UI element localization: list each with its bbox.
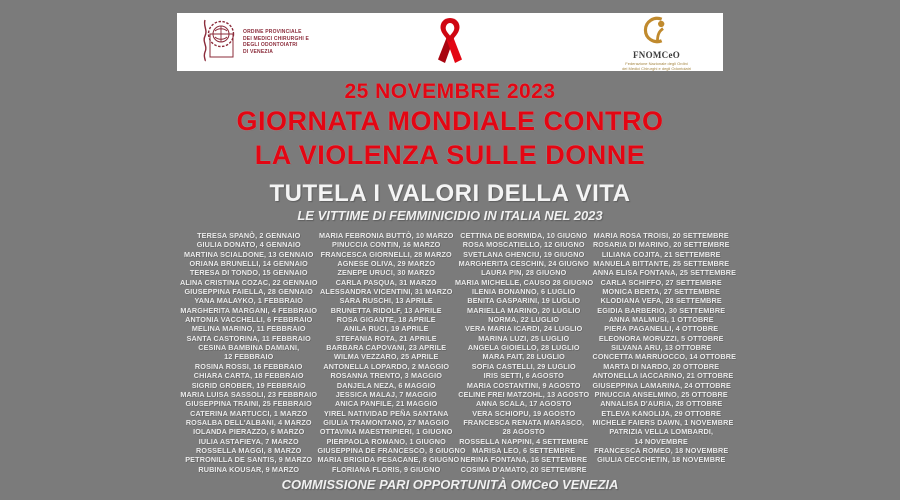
victim-entry: MARTA DI NARDO, 20 OTTOBRE xyxy=(603,361,720,371)
subtitle: LE VITTIME DI FEMMINICIDIO IN ITALIA NEL 2023 xyxy=(297,208,603,223)
victim-entry: ROSALBA DELL'ALBANI, 4 MARZO xyxy=(185,417,312,427)
victim-entry: GIUSEPPINA DE FRANCESCO, 8 GIUGNO xyxy=(317,445,466,455)
victim-entry: TERESA SPANÒ, 2 GENNAIO xyxy=(197,231,301,240)
victim-entry: ANTONIA VACCHELLI, 6 FEBBRAIO xyxy=(185,315,313,325)
omceo-logo-text-line: DEI MEDICI CHIRURGHI E xyxy=(243,35,310,42)
victim-entry: CARLA SCHIFFO, 27 SETTEMBRE xyxy=(600,277,722,287)
victim-entry: MARA FAIT, 28 LUGLIO xyxy=(482,352,565,362)
victim-entry: CARLA PASQUA, 31 MARZO xyxy=(335,277,437,287)
victim-entry: FRANCESCA ROMEO, 18 NOVEMBRE xyxy=(594,445,729,455)
victims-column-1 xyxy=(180,231,318,474)
victim-entry: FRANCESCA RENATA MARASCO, xyxy=(463,417,585,427)
victim-entry: ANICA PANFILE, 21 MAGGIO xyxy=(334,399,438,409)
victim-entry: CETTINA DE BORMIDA, 10 GIUGNO xyxy=(460,231,588,240)
victim-entry: MARIA ROSA TROISI, 20 SETTEMBRE xyxy=(593,231,729,240)
victim-entry: ALESSANDRA VICENTINI, 31 MARZO xyxy=(320,287,453,297)
victim-entry: MARTINA SCIALDONE, 13 GENNAIO xyxy=(183,249,314,259)
victim-entry: PINUCCIA CONTIN, 16 MARZO xyxy=(332,240,441,250)
victim-entry: ANNA ELISA FONTANA, 25 SETTEMBRE xyxy=(592,268,737,278)
victim-entry: IULIA ASTAFIEYA, 7 MARZO xyxy=(198,436,299,446)
victim-entry: ALINA CRISTINA COZAC, 22 GENNAIO xyxy=(180,277,318,287)
fnomceo-subtitle-line: dei Medici Chirurghi e degli Odontoiatri xyxy=(622,65,691,71)
victim-entry: JESSICA MALAJ, 7 MAGGIO xyxy=(335,389,437,399)
victim-entry: ANILA RUCI, 19 APRILE xyxy=(343,324,429,334)
title-date: 25 NOVEMBRE 2023 xyxy=(344,80,556,103)
victims-column-2 xyxy=(317,231,466,474)
victim-entry: OTTAVINA MAESTRIPIERI, 1 GIUGNO xyxy=(319,427,453,437)
fnomceo-subtitle-line: Federazione Nazionale degli Ordini xyxy=(625,60,688,66)
victim-entry: MARGHERITA CESCHIN, 24 GIUGNO xyxy=(458,259,589,269)
title-line2: LA VIOLENZA SULLE DONNE xyxy=(254,140,646,170)
victim-entry: AGNESE OLIVA, 29 MARZO xyxy=(337,259,436,269)
victim-entry: DANJELA NEZA, 6 MAGGIO xyxy=(336,380,436,390)
victim-entry: BRUNETTA RIDOLF, 13 APRILE xyxy=(330,305,442,315)
victim-entry: 28 AGOSTO xyxy=(502,427,545,437)
victim-entry: ORIANA BRUNELLI, 14 GENNAIO xyxy=(189,259,308,269)
victim-entry: YANA MALAYKO, 1 FEBBRAIO xyxy=(194,296,304,306)
victim-entry: PIERA PAGANELLI, 4 OTTOBRE xyxy=(604,324,719,334)
victim-entry: BENITA GASPARINI, 19 LUGLIO xyxy=(467,296,581,306)
victim-entry: KLODIANA VEFA, 28 SETTEMBRE xyxy=(600,296,722,306)
victim-entry: SARA RUSCHI, 13 APRILE xyxy=(339,296,433,306)
victim-entry: ELEONORA MORUZZI, 5 OTTOBRE xyxy=(598,333,724,343)
victim-entry: ETLEVA KANOLIJA, 29 OTTOBRE xyxy=(601,408,722,418)
fnomceo-title: FNOMCeO xyxy=(632,49,681,60)
victim-entry: PATRIZIA VELLA LOMBARDI, xyxy=(609,427,714,437)
victim-entry: ROSSELLA NAPPINI, 4 SETTEMBRE xyxy=(459,436,589,446)
fnomceo-subtitle xyxy=(622,61,691,71)
victim-entry: ANNA SCALA, 17 AGOSTO xyxy=(476,399,572,409)
victim-entry: MARIA FEBRONIA BUTTÒ, 10 MARZO xyxy=(318,231,454,240)
victim-entry: BARBARA CAPOVANI, 23 APRILE xyxy=(326,343,447,353)
victim-entry: TERESA DI TONDO, 15 GENNAIO xyxy=(189,268,308,278)
victim-entry: GIULIA CECCHETIN, 18 NOVEMBRE xyxy=(597,455,726,465)
victim-entry: SANTA CASTORINA, 11 FEBBRAIO xyxy=(186,333,311,343)
victim-entry: ROSA GIGANTE, 18 APRILE xyxy=(336,315,436,325)
victim-entry: GIUSEPPINA TRAINI, 25 FEBBRAIO xyxy=(185,399,312,409)
red-awareness-ribbon-icon xyxy=(437,17,463,72)
omceo-venezia-logo xyxy=(197,17,309,68)
fnomceo-logo-icon xyxy=(643,16,671,49)
victim-entry: ANTONELLA IACCARINO, 21 OTTOBRE xyxy=(592,371,734,381)
title-line1: GIORNATA MONDIALE CONTRO xyxy=(236,106,664,136)
victim-entry: CESINA BAMBINA DAMIANI, xyxy=(198,343,300,353)
footer-text: COMMISSIONE PARI OPPORTUNITÀ OMCeO VENEZIA xyxy=(281,477,619,492)
victim-entry: PETRONILLA DE SANTIS, 9 MARZO xyxy=(185,455,313,465)
omceo-logo-text-line: ORDINE PROVINCIALE xyxy=(243,29,302,35)
victim-entry: ROSANNA TRENTO, 3 MAGGIO xyxy=(330,371,442,381)
victim-entry: CONCETTA MARRUOCCO, 14 OTTOBRE xyxy=(592,352,737,362)
victim-entry: SILVANA ARU, 13 OTTOBRE xyxy=(611,343,712,353)
victim-entry: ROSINA ROSSI, 16 FEBBRAIO xyxy=(194,361,303,371)
victim-entry: MARIELLA MARINO, 20 LUGLIO xyxy=(467,305,581,315)
victim-entry: IOLANDA PIERAZZO, 6 MARZO xyxy=(193,427,305,437)
victim-entry: 12 FEBBRAIO xyxy=(224,352,274,362)
victim-entry: MARINA LUZI, 25 LUGLIO xyxy=(478,333,570,343)
omceo-crest-icon xyxy=(197,17,237,68)
victim-entry: MARIA COSTANTINI, 9 AGOSTO xyxy=(466,380,581,390)
victim-entry: GIUSEPPINA LAMARINA, 24 OTTOBRE xyxy=(592,380,732,390)
victim-entry: MARGHERITA MARGANI, 4 FEBBRAIO xyxy=(180,305,318,315)
victim-entry: LILIANA COJITA, 21 SETTEMBRE xyxy=(601,249,721,259)
slogan: TUTELA I VALORI DELLA VITA xyxy=(269,180,631,207)
victims-column-4 xyxy=(592,231,737,474)
victims-list xyxy=(180,231,737,474)
victim-entry: ROSA MOSCATIELLO, 12 GIUGNO xyxy=(462,240,585,250)
victim-entry: MICHELE FAIERS DAWN, 1 NOVEMBRE xyxy=(592,417,734,427)
victim-entry: VERA SCHIOPU, 19 AGOSTO xyxy=(472,408,576,418)
victim-entry: MARIA MICHELLE, CAUSO 28 GIUGNO xyxy=(455,277,594,287)
victim-entry: MELINA MARINO, 11 FEBBRAIO xyxy=(191,324,306,334)
victim-entry: GIULIA TRAMONTANO, 27 MAGGIO xyxy=(323,417,450,427)
victim-entry: ANNA MALMUSI, 1 OTTOBRE xyxy=(608,315,714,325)
victim-entry: LAURA PIN, 28 GIUGNO xyxy=(481,268,567,278)
victim-entry: ZENEPE URUCI, 30 MARZO xyxy=(337,268,435,278)
victim-entry: PINUCCIA ANSELMINO, 25 OTTOBRE xyxy=(594,389,728,399)
victim-entry: ANTONELLA LOPARDO, 2 MAGGIO xyxy=(323,361,450,371)
victim-entry: SIGRID GROBER, 19 FEBBRAIO xyxy=(191,380,306,390)
victim-entry: FRANCESCA GIORNELLI, 28 MARZO xyxy=(320,249,452,259)
victim-entry: CHIARA CARTA, 18 FEBBRAIO xyxy=(193,371,304,381)
victim-entry: CELINE FREI MATZOHL, 13 AGOSTO xyxy=(458,389,590,399)
victim-entry: MONICA BERTA, 27 SETTEMBRE xyxy=(602,287,721,297)
victims-column-3 xyxy=(455,231,593,474)
victim-entry: VERA MARIA ICARDI, 24 LUGLIO xyxy=(465,324,583,334)
victim-entry: ANNALISA D'AURIA, 28 OTTOBRE xyxy=(600,399,723,409)
victim-entry: IRIS SETTI, 6 AGOSTO xyxy=(483,371,564,381)
omceo-logo-text-line: DEGLI ODONTOIATRI xyxy=(243,42,298,48)
victim-entry: PIERPAOLA ROMANO, 1 GIUGNO xyxy=(326,436,446,446)
victim-entry: MARISA LEO, 6 SETTEMBRE xyxy=(472,445,576,455)
victim-entry: ILENIA BONANNO, 6 LUGLIO xyxy=(472,287,576,297)
victim-entry: MANUELA BITTANTE, 25 SETTEMBRE xyxy=(593,259,730,269)
victim-entry: COSIMA D'AMATO, 20 SETTEMBRE xyxy=(460,464,587,474)
victim-entry: GIUSEPPINA FAIELLA, 28 GENNAIO xyxy=(184,287,313,297)
header-bar xyxy=(177,13,723,71)
omceo-logo-text xyxy=(243,29,309,55)
victim-entry: ROSARIA DI MARINO, 20 SETTEMBRE xyxy=(592,240,730,250)
victim-entry: RUBINA KOUSAR, 9 MARZO xyxy=(198,464,300,474)
victim-entry: EGIDIA BARBERIO, 30 SETTEMBRE xyxy=(597,305,726,315)
victim-entry: NORMA, 22 LUGLIO xyxy=(488,315,560,325)
victim-entry: STEFANIA ROTA, 21 APRILE xyxy=(335,333,437,343)
victim-entry: ROSSELLA MAGGI, 8 MARZO xyxy=(196,445,302,455)
victim-entry: CATERINA MARTUCCI, 1 MARZO xyxy=(190,408,308,418)
victim-entry: YIREL NATIVIDAD PEÑA SANTANA xyxy=(323,408,449,418)
victim-entry: NERINA FONTANA, 16 SETTEMBRE xyxy=(460,455,588,465)
omceo-logo-text-line: DI VENEZIA xyxy=(243,48,274,55)
victim-entry: 14 NOVEMBRE xyxy=(634,436,688,446)
victim-entry: WILMA VEZZARO, 25 APRILE xyxy=(334,352,439,362)
fnomceo-logo xyxy=(622,16,691,71)
victim-entry: ANGELA GIOIELLO, 28 LUGLIO xyxy=(467,343,580,353)
victim-entry: SVETLANA GHENCIU, 19 GIUGNO xyxy=(463,249,585,259)
victim-entry: MARIA LUISA SASSOLI, 23 FEBBRAIO xyxy=(180,389,318,399)
victim-entry: GIULIA DONATO, 4 GENNAIO xyxy=(196,240,301,250)
victim-entry: MARIA BRIGIDA PESACANE, 8 GIUGNO xyxy=(317,455,460,465)
victim-entry: SOFIA CASTELLI, 29 LUGLIO xyxy=(471,361,576,371)
victim-entry: FLORIANA FLORIS, 9 GIUGNO xyxy=(332,464,441,474)
